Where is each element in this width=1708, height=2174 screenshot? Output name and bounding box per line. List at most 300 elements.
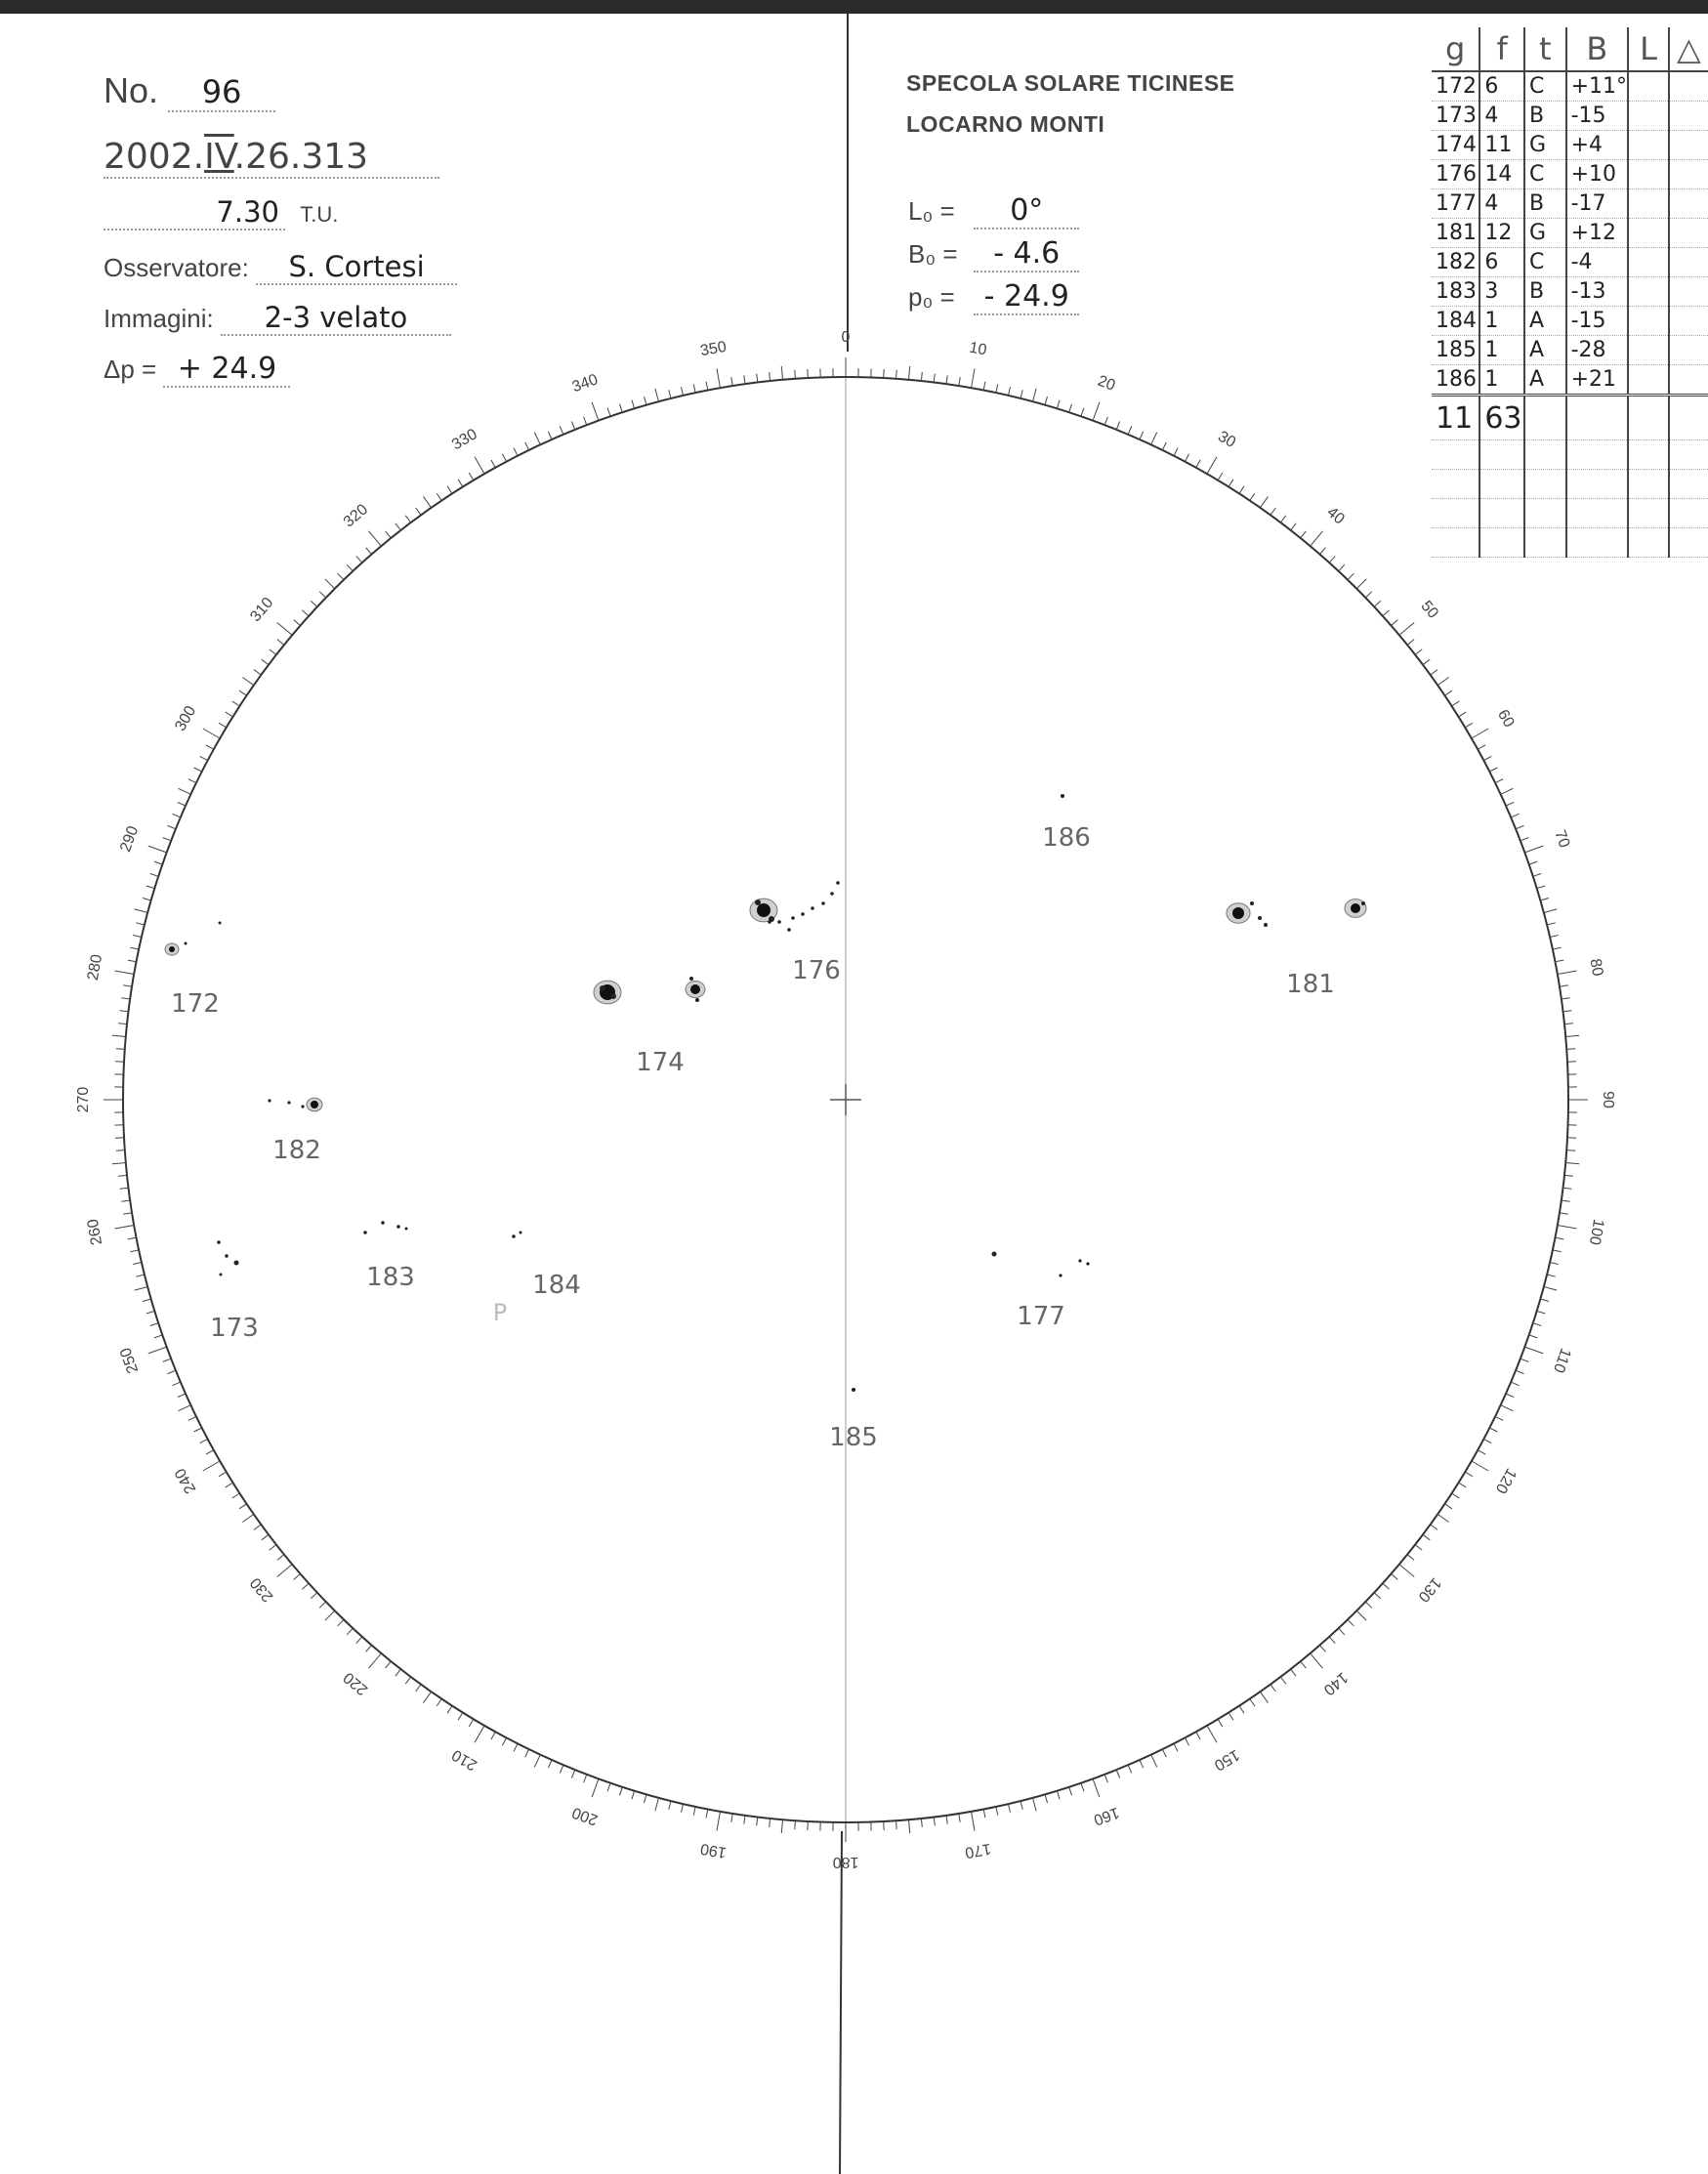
group-label-182: 182	[272, 1136, 321, 1165]
scale-tick	[1356, 579, 1366, 589]
scale-tick	[1567, 1138, 1576, 1139]
scale-tick	[1116, 422, 1119, 430]
scale-tick	[1445, 1504, 1452, 1509]
scale-tick	[584, 417, 587, 426]
scale-tick	[146, 886, 155, 889]
scale-tick	[115, 1226, 135, 1230]
scale-tick	[447, 486, 452, 494]
header-g: g	[1432, 27, 1479, 71]
scale-tick	[525, 442, 529, 450]
cell-spot-count: 4	[1479, 189, 1524, 219]
scale-tick	[437, 1699, 441, 1706]
scale-tick	[294, 620, 301, 626]
scale-tick	[502, 1737, 506, 1745]
scale-tick	[150, 1323, 159, 1326]
scale-tick	[1562, 998, 1570, 999]
scale-tick	[731, 377, 732, 386]
scale-tick	[1529, 1335, 1538, 1338]
scale-tick	[1495, 779, 1503, 783]
scale-label: 30	[1215, 428, 1239, 452]
header-b: B	[1566, 27, 1628, 71]
scale-tick	[219, 723, 227, 728]
scale-tick	[1081, 1783, 1084, 1792]
scale-tick	[254, 1525, 261, 1529]
scale-tick	[437, 493, 441, 500]
scale-tick	[1465, 723, 1473, 728]
scale-tick	[1365, 1602, 1372, 1608]
scale-tick	[179, 788, 191, 794]
scale-tick	[1521, 1359, 1529, 1361]
scale-tick	[1567, 1062, 1576, 1063]
scale-tick	[1045, 1794, 1048, 1803]
scale-tick	[203, 729, 220, 738]
scale-tick	[1218, 1719, 1223, 1727]
scale-tick	[1511, 1382, 1519, 1386]
sunspot-dot	[268, 1099, 271, 1102]
scale-label: 170	[963, 1839, 993, 1861]
sunspot-dot	[1061, 794, 1064, 798]
scale-tick	[1162, 1749, 1166, 1757]
scale-label: 50	[1417, 598, 1441, 622]
header-f: f	[1479, 27, 1524, 71]
scale-tick	[1415, 649, 1422, 655]
scale-tick	[135, 909, 148, 913]
scale-tick	[706, 382, 708, 391]
cell-group-type: C	[1524, 160, 1566, 189]
scale-tick	[884, 369, 885, 378]
date-month-roman: IV	[204, 137, 234, 177]
scale-tick	[1196, 460, 1200, 468]
scale-label: 130	[1414, 1573, 1444, 1606]
scale-tick	[416, 508, 421, 515]
scale-tick	[534, 1755, 540, 1768]
scale-tick	[136, 923, 145, 925]
scale-label: 340	[569, 371, 601, 397]
scale-tick	[514, 448, 518, 456]
scale-tick	[1045, 397, 1048, 405]
cell-group-number: 181	[1432, 219, 1479, 248]
scale-tick	[592, 1778, 599, 1797]
scale-tick	[1489, 768, 1497, 772]
scale-tick	[277, 1565, 292, 1577]
scale-tick	[219, 1472, 227, 1477]
scale-tick	[123, 985, 132, 986]
scale-tick	[270, 649, 276, 655]
scale-tick	[1260, 1692, 1268, 1702]
scale-tick	[1423, 659, 1430, 665]
scale-tick	[416, 1685, 421, 1692]
scale-tick	[128, 960, 137, 962]
scale-tick	[620, 404, 623, 413]
group-label-183: 183	[366, 1263, 415, 1292]
sunspot-dot	[1078, 1259, 1081, 1262]
scale-tick	[1547, 1275, 1556, 1276]
scale-tick	[1553, 947, 1562, 949]
scale-tick	[1383, 1583, 1390, 1589]
sunspot-dot	[217, 1240, 221, 1244]
scale-tick	[534, 433, 540, 445]
scale-tick	[1415, 1545, 1422, 1551]
scale-tick	[1495, 1416, 1503, 1420]
scale-tick	[1291, 523, 1297, 530]
scale-tick	[188, 1416, 196, 1420]
scale-tick	[194, 1428, 202, 1432]
scale-tick	[458, 1713, 463, 1721]
scale-tick	[396, 1669, 401, 1676]
scale-tick	[1104, 1775, 1107, 1783]
cell-group-number: 173	[1432, 102, 1479, 131]
sunspot-dot	[836, 881, 840, 885]
scale-tick	[168, 825, 176, 828]
scale-tick	[1521, 838, 1529, 841]
scale-tick	[447, 1706, 452, 1714]
scale-tick	[277, 1555, 284, 1561]
cell-latitude: +11°	[1566, 71, 1628, 102]
scale-tick	[1565, 1035, 1579, 1036]
scale-tick	[682, 387, 684, 396]
delta-p-label: Δp =	[104, 355, 157, 384]
scale-label: 100	[1585, 1217, 1607, 1247]
scale-label: 260	[84, 1217, 106, 1247]
scale-tick	[1301, 531, 1307, 538]
scale-tick	[242, 678, 253, 686]
sunspot-dot	[225, 1254, 229, 1258]
scale-tick	[115, 1062, 124, 1063]
scale-tick	[972, 369, 976, 389]
scale-tick	[1033, 1798, 1037, 1812]
scale-tick	[396, 523, 401, 530]
scale-label: 280	[84, 952, 106, 982]
scale-tick	[1472, 729, 1488, 738]
scale-tick	[115, 1138, 124, 1139]
scale-tick	[959, 1814, 960, 1822]
scale-tick	[1547, 923, 1556, 925]
cell-latitude: -4	[1566, 248, 1628, 277]
scale-tick	[338, 573, 344, 580]
scale-tick	[1431, 1525, 1437, 1529]
scale-tick	[1174, 1743, 1178, 1751]
scale-tick	[179, 1405, 191, 1411]
scale-tick	[808, 1821, 809, 1830]
scale-tick	[1392, 620, 1398, 626]
scale-tick	[226, 712, 233, 717]
cell-spot-count: 11	[1479, 131, 1524, 160]
scale-tick	[934, 1818, 935, 1826]
scale-label: 70	[1551, 827, 1573, 851]
scale-tick	[1407, 1555, 1414, 1561]
total-groups: 11	[1432, 396, 1479, 440]
sunspot-umbra	[690, 984, 700, 994]
scale-tick	[1511, 814, 1519, 817]
scale-tick	[1459, 1483, 1467, 1487]
cell-latitude: +12	[1566, 219, 1628, 248]
scale-tick	[1483, 756, 1491, 760]
header-l: L	[1628, 27, 1669, 71]
scale-tick	[1489, 1428, 1497, 1432]
scale-tick	[795, 370, 796, 379]
scale-tick	[1423, 1534, 1430, 1540]
scale-tick	[120, 1188, 129, 1189]
sunspot-dot	[791, 916, 795, 920]
scale-tick	[983, 382, 985, 391]
scale-tick	[983, 1809, 985, 1818]
group-label-184: 184	[532, 1271, 581, 1300]
scale-tick	[1033, 389, 1037, 402]
scale-tick	[1021, 390, 1022, 398]
param-p0-label: p₀ =	[908, 282, 955, 312]
scale-tick	[1069, 1787, 1072, 1796]
cell-spot-count: 1	[1479, 336, 1524, 365]
scale-tick	[1565, 1163, 1579, 1164]
scale-tick	[1529, 861, 1538, 864]
scale-label: 350	[698, 338, 729, 360]
scale-tick	[1365, 592, 1372, 598]
cell-group-type: B	[1524, 102, 1566, 131]
param-b0-label: B₀ =	[908, 239, 958, 269]
scale-tick	[682, 1804, 684, 1813]
scale-tick	[1516, 825, 1523, 828]
scale-label: 220	[340, 1668, 372, 1698]
scale-tick	[143, 1299, 151, 1302]
cell-group-type: B	[1524, 189, 1566, 219]
scale-label: 190	[698, 1839, 729, 1861]
scale-label: 320	[340, 501, 372, 531]
scale-tick	[1229, 1713, 1233, 1721]
scale-tick	[1501, 1405, 1514, 1411]
scale-tick	[1069, 404, 1072, 413]
scale-tick	[1116, 1770, 1119, 1777]
scale-tick	[717, 1812, 721, 1831]
scale-tick	[347, 564, 353, 571]
scale-tick	[1250, 493, 1255, 500]
group-label-174: 174	[636, 1048, 685, 1077]
sunspot-dot	[405, 1228, 408, 1231]
scale-tick	[356, 1637, 362, 1644]
scale-tick	[194, 768, 202, 772]
scale-tick	[1566, 1150, 1575, 1151]
scale-tick	[130, 1250, 139, 1252]
scale-tick	[1563, 1011, 1572, 1012]
scale-tick	[369, 1653, 382, 1668]
scale-tick	[1560, 985, 1568, 986]
scale-tick	[200, 756, 208, 760]
scale-label: 250	[117, 1345, 143, 1376]
scale-tick	[1260, 496, 1268, 507]
scale-tick	[1128, 1765, 1132, 1773]
scale-label: 40	[1323, 504, 1348, 528]
scale-tick	[781, 366, 782, 380]
cell-spot-count: 6	[1479, 71, 1524, 102]
scale-label: 0	[841, 329, 851, 347]
observatory-location: LOCARNO MONTI	[906, 111, 1105, 137]
scale-tick	[693, 1807, 695, 1816]
scale-tick	[121, 998, 130, 999]
scale-tick	[1301, 1661, 1307, 1668]
sunspot-dot	[1361, 901, 1365, 905]
scale-tick	[1540, 1299, 1549, 1302]
scale-tick	[1329, 556, 1335, 563]
scale-tick	[150, 874, 159, 877]
scale-tick	[206, 1450, 214, 1454]
scale-tick	[239, 1504, 246, 1509]
scale-tick	[693, 384, 695, 393]
scale-label: 80	[1586, 957, 1606, 978]
scale-tick	[571, 422, 574, 430]
sunspot-dot	[363, 1231, 367, 1234]
scale-tick	[200, 1439, 208, 1442]
sunspot-dot	[234, 1261, 239, 1266]
scale-tick	[1348, 1619, 1354, 1626]
scale-label: 310	[247, 594, 277, 626]
scale-label: 180	[832, 1853, 859, 1870]
images-value: 2-3 velato	[221, 301, 451, 336]
scale-tick	[1516, 1370, 1523, 1373]
scale-tick	[491, 1732, 495, 1739]
group-label-181: 181	[1286, 970, 1335, 999]
scale-tick	[1562, 1200, 1570, 1201]
scale-tick	[226, 1483, 233, 1487]
scale-tick	[1374, 1593, 1381, 1599]
sunspot-dot	[1086, 1262, 1089, 1265]
delta-p-value: + 24.9	[163, 352, 290, 388]
scale-tick	[645, 397, 647, 405]
scale-tick	[1431, 670, 1437, 675]
scale-tick	[1544, 909, 1558, 913]
scale-tick	[1093, 402, 1100, 421]
scale-tick	[154, 861, 163, 864]
scale-tick	[143, 899, 151, 901]
scale-label: 90	[1599, 1091, 1616, 1108]
scale-tick	[1399, 1565, 1414, 1577]
cell-group-type: C	[1524, 248, 1566, 277]
scale-tick	[1566, 1049, 1575, 1050]
images-label: Immagini:	[104, 304, 214, 333]
sunspot-dot	[768, 920, 771, 924]
scale-tick	[1185, 1737, 1188, 1745]
scale-tick	[1459, 712, 1467, 717]
scale-tick	[469, 1719, 474, 1727]
scale-tick	[959, 377, 960, 386]
cell-group-number: 185	[1432, 336, 1479, 365]
scale-tick	[386, 1661, 392, 1668]
sunspot-umbra	[311, 1101, 318, 1108]
sunspot-dot	[801, 912, 805, 916]
sunspot-dot	[695, 998, 699, 1002]
scale-tick	[770, 1819, 771, 1827]
time-value: 7.30	[104, 195, 285, 230]
sunspot-dot	[185, 942, 187, 945]
cell-group-type: A	[1524, 307, 1566, 336]
param-b0-value: - 4.6	[974, 236, 1079, 272]
scale-tick	[1407, 640, 1414, 646]
scale-tick	[655, 1798, 659, 1812]
scale-tick	[277, 640, 284, 646]
scale-tick	[1533, 1323, 1542, 1326]
param-l0-label: L₀ =	[908, 196, 955, 226]
scale-tick	[1472, 1461, 1488, 1471]
sunspot-umbra	[1232, 907, 1244, 919]
scale-tick	[548, 432, 552, 439]
group-label-186: 186	[1042, 823, 1091, 853]
scale-tick	[319, 592, 326, 598]
sunspot-dot	[811, 906, 814, 910]
scale-tick	[325, 579, 335, 589]
scale-tick	[405, 516, 411, 523]
scale-tick	[120, 1011, 129, 1012]
cell-group-type: G	[1524, 131, 1566, 160]
cell-latitude: -15	[1566, 102, 1628, 131]
scale-tick	[1207, 457, 1217, 474]
scale-label: 240	[172, 1465, 200, 1496]
scale-tick	[921, 372, 922, 381]
scale-tick	[757, 1818, 758, 1826]
scale-label: 200	[569, 1803, 601, 1828]
scale-tick	[1081, 408, 1084, 417]
scale-tick	[1524, 1347, 1543, 1354]
scale-tick	[203, 1461, 220, 1471]
scale-tick	[1483, 1439, 1491, 1442]
scale-tick	[884, 1821, 885, 1830]
scale-tick	[302, 610, 309, 616]
scale-tick	[781, 1819, 782, 1833]
observer-value: S. Cortesi	[256, 250, 457, 285]
scale-tick	[607, 408, 610, 417]
scale-tick	[116, 1049, 125, 1050]
scale-tick	[620, 1787, 623, 1796]
scale-tick	[1533, 874, 1542, 877]
scale-tick	[1174, 448, 1178, 456]
cell-spot-count: 3	[1479, 277, 1524, 307]
scale-tick	[1478, 1450, 1485, 1454]
scale-tick	[356, 556, 362, 563]
scale-tick	[1009, 387, 1011, 396]
cell-group-number: 182	[1432, 248, 1479, 277]
scale-tick	[123, 1213, 132, 1214]
scale-tick	[1162, 442, 1166, 450]
scale-tick	[584, 1775, 587, 1783]
scale-tick	[632, 400, 635, 409]
scale-tick	[896, 1820, 897, 1829]
sunspot-dot	[600, 985, 605, 991]
scale-tick	[232, 701, 240, 706]
scale-tick	[369, 531, 382, 546]
scale-tick	[311, 601, 317, 606]
sunspot-dot	[381, 1221, 385, 1225]
scale-tick	[168, 1370, 176, 1373]
scale-tick	[277, 623, 292, 636]
scale-tick	[491, 460, 495, 468]
cell-group-number: 172	[1432, 71, 1479, 102]
scale-tick	[757, 374, 758, 383]
scale-tick	[1445, 690, 1452, 695]
scale-tick	[1392, 1574, 1398, 1580]
number-label: No.	[104, 70, 159, 110]
date-year: 2002.	[104, 137, 205, 177]
scale-tick	[717, 369, 721, 389]
scale-tick	[424, 1692, 432, 1702]
sunspot-dot	[219, 922, 222, 925]
scale-tick	[1151, 1755, 1157, 1768]
scale-tick	[1478, 745, 1485, 749]
cell-latitude: +21	[1566, 365, 1628, 396]
cell-latitude: +4	[1566, 131, 1628, 160]
scale-tick	[325, 1610, 335, 1620]
cell-group-number: 177	[1432, 189, 1479, 219]
sunspot-dot	[830, 892, 834, 896]
header-t: t	[1524, 27, 1566, 71]
scale-tick	[1185, 454, 1188, 462]
sunspot-dot	[777, 920, 781, 924]
